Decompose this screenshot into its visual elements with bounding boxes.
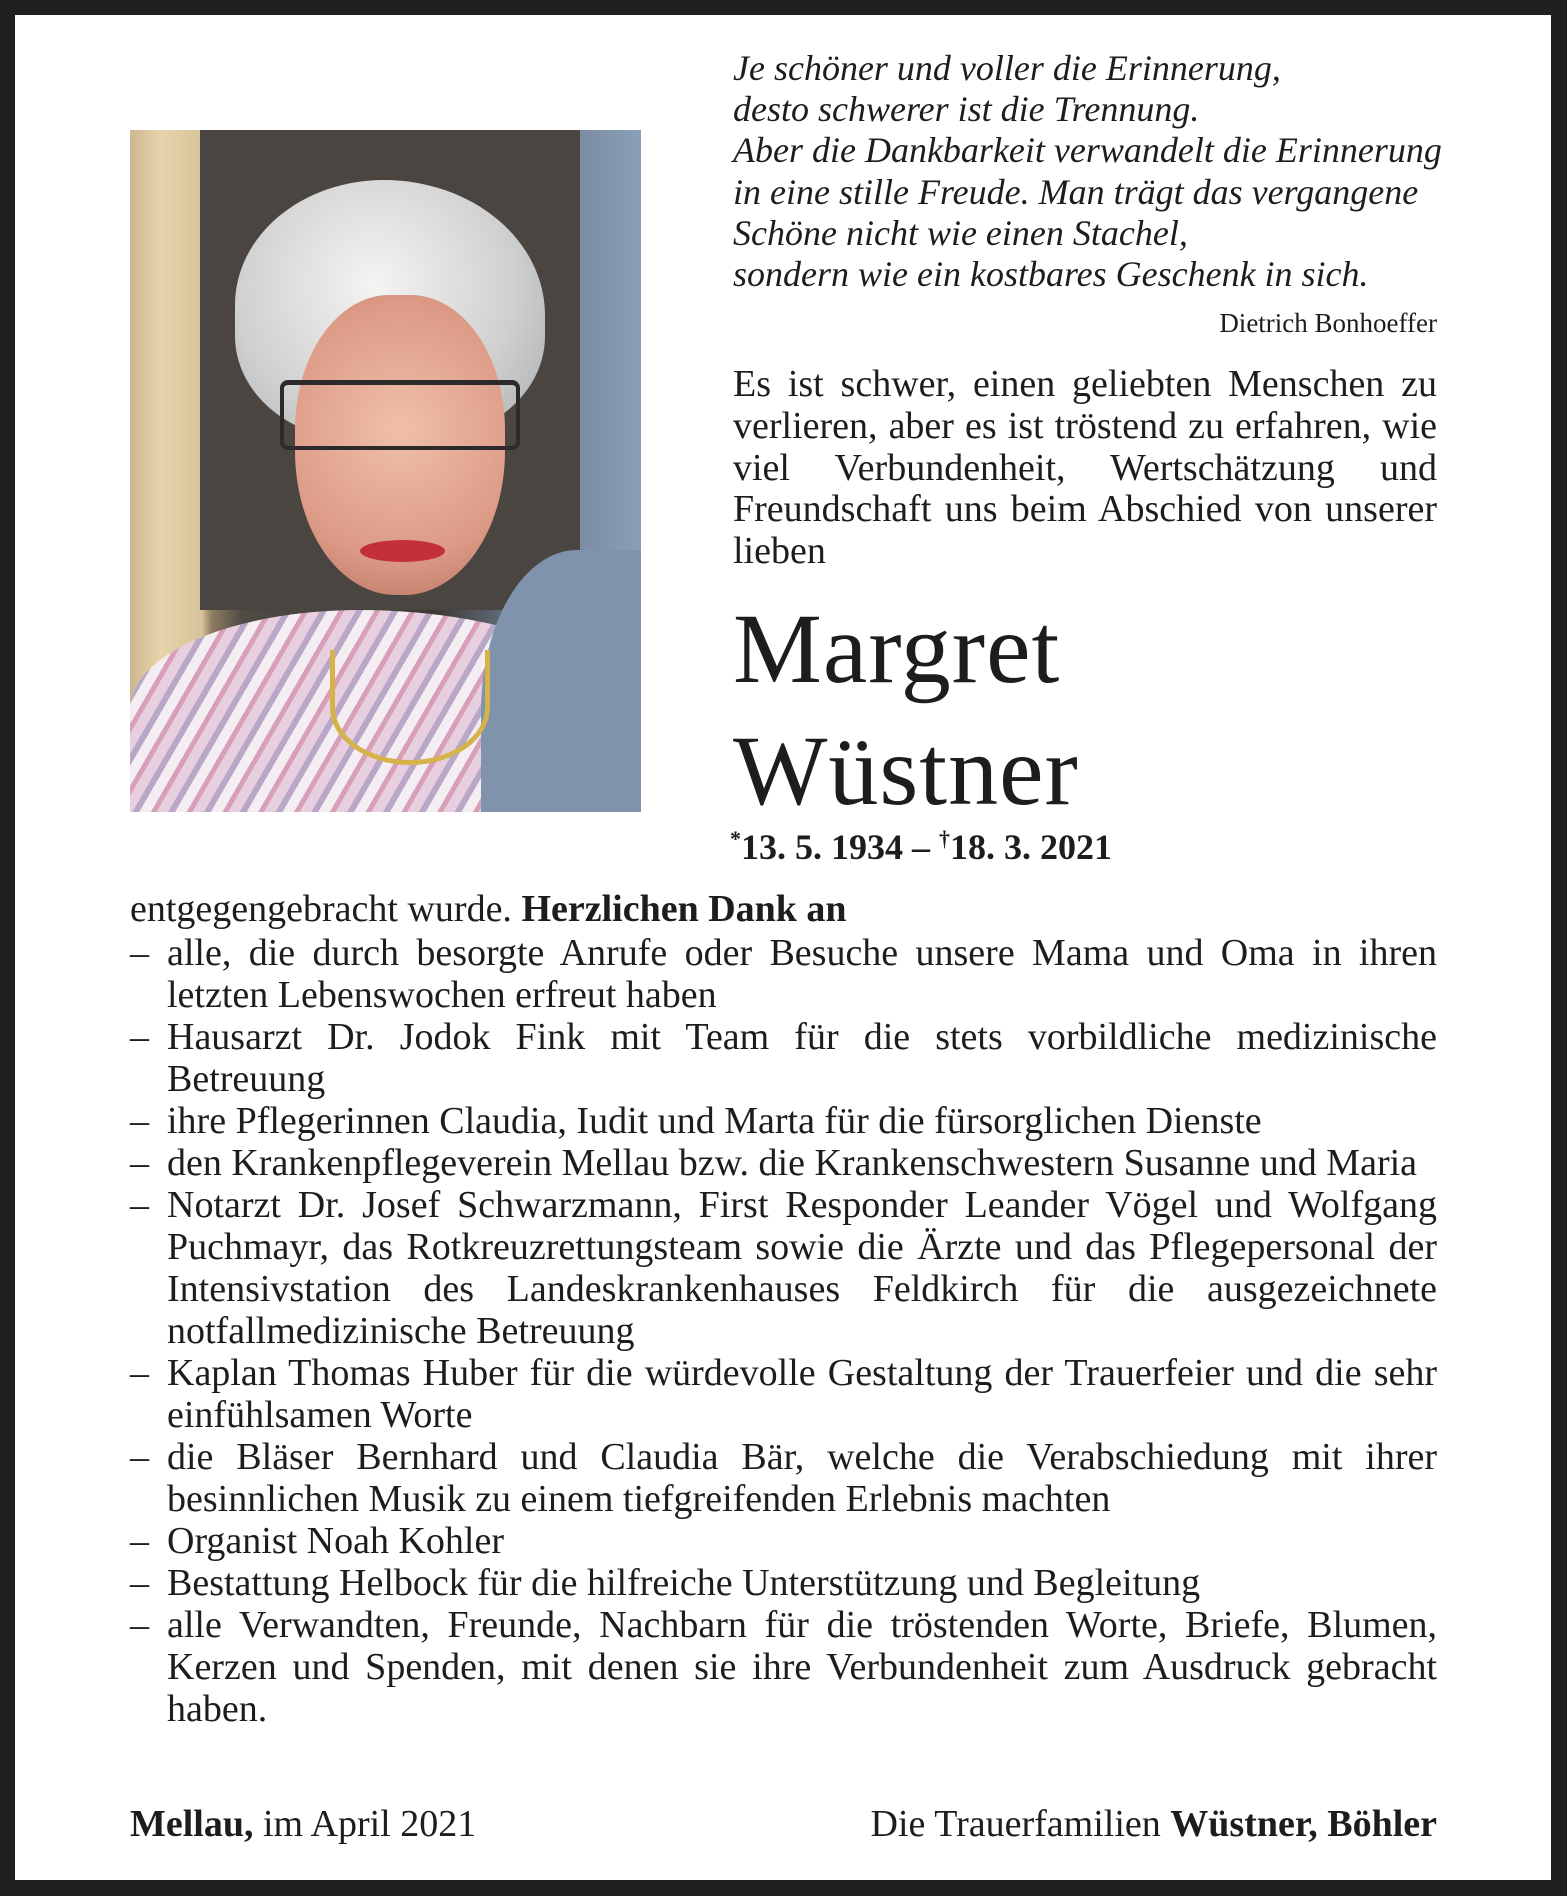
list-item-text: Notarzt Dr. Josef Schwarzmann, First Responder Leander Vögel und Wolfgang Puchmayr, das Rotkreuzrettungsteam sowie die Ärzte und das Pflegepersonal der Intensivstation des Landeskrankenhauses Feldkirch für die ausgezeichnete notfallmedizinische Betreuung: [167, 1184, 1437, 1352]
list-item: [130, 1604, 1437, 1730]
intro-paragraph: Es ist schwer, einen geliebten Menschen zu verlieren, aber es ist tröstend zu erfahren, wie viel Verbundenheit, Wertschätzung und Freundschaft uns beim Abschied von unserer lieben: [733, 363, 1437, 573]
thanks-list: [130, 932, 1437, 1730]
portrait-photo: [130, 130, 641, 812]
list-item-text: alle, die durch besorgte Anrufe oder Besuche unsere Mama und Oma in ihren letzten Lebenswochen erfreut haben: [167, 932, 1437, 1016]
dash: –: [130, 1184, 149, 1226]
footer: [130, 1802, 1437, 1846]
place: Mellau,: [130, 1803, 254, 1845]
dash: –: [130, 932, 149, 974]
quote: [733, 48, 1442, 295]
quote-line: sondern wie ein kostbares Geschenk in sich.: [733, 254, 1369, 295]
dash: –: [130, 1016, 149, 1058]
quote-line: Je schöner und voller die Erinnerung,: [733, 48, 1281, 88]
place-date: [130, 1802, 476, 1846]
dash: –: [130, 1142, 149, 1184]
quote-line: Aber die Dankbarkeit verwandelt die Erinnerung: [733, 130, 1442, 171]
list-item-text: Organist Noah Kohler: [167, 1520, 505, 1562]
dash: –: [130, 1436, 149, 1478]
list-item: [130, 1184, 1437, 1352]
dash: –: [130, 1100, 149, 1142]
quote-line: in eine stille Freude. Man trägt das vergangene: [733, 171, 1419, 212]
list-item: [130, 1100, 1437, 1142]
list-item-text: Bestattung Helbock für die hilfreiche Unterstützung und Begleitung: [167, 1562, 1201, 1604]
list-item: [130, 1016, 1437, 1100]
lead-bold: Herzlichen Dank an: [521, 888, 847, 930]
quote-author: Dietrich Bonhoeffer: [1219, 308, 1437, 338]
dash: –: [130, 1604, 149, 1646]
first-name: Margret: [733, 593, 1061, 704]
list-item: [130, 1562, 1437, 1604]
dash: –: [130, 1352, 149, 1394]
date: im April 2021: [262, 1803, 477, 1845]
birth-symbol: *: [730, 826, 741, 851]
list-item-text: die Bläser Bernhard und Claudia Bär, welche die Verabschiedung mit ihrer besinnlichen Musik zu einem tiefgreifenden Erlebnis machten: [167, 1436, 1437, 1520]
deceased-name: [733, 588, 1079, 832]
list-item-text: den Krankenpflegeverein Mellau bzw. die Krankenschwestern Susanne und Maria: [167, 1142, 1418, 1184]
birth-date: 13. 5. 1934: [741, 827, 903, 867]
death-date: 18. 3. 2021: [950, 827, 1112, 867]
family-prefix: Die Trauerfamilien: [870, 1803, 1161, 1845]
last-name: Wüstner: [733, 715, 1079, 826]
dash: –: [130, 1520, 149, 1562]
list-item: [130, 1520, 1437, 1562]
quote-line: desto schwerer ist die Trennung.: [733, 89, 1200, 130]
date-separator: –: [903, 827, 939, 867]
death-symbol: †: [939, 826, 950, 851]
quote-line: Schöne nicht wie einen Stachel,: [733, 212, 1188, 253]
list-item: [130, 1352, 1437, 1436]
list-item: [130, 1142, 1437, 1184]
thanks-lead: [130, 888, 1437, 930]
thanks-section: [130, 888, 1437, 1730]
list-item: [130, 1436, 1437, 1520]
list-item-text: Kaplan Thomas Huber für die würdevolle Gestaltung der Trauerfeier und die sehr einfühlsamen Worte: [167, 1352, 1437, 1436]
list-item-text: ihre Pflegerinnen Claudia, Iudit und Marta für die fürsorglichen Dienste: [167, 1100, 1262, 1142]
list-item: [130, 932, 1437, 1016]
list-item-text: Hausarzt Dr. Jodok Fink mit Team für die stets vorbildliche medizinische Betreuung: [167, 1016, 1437, 1100]
dash: –: [130, 1562, 149, 1604]
list-item-text: alle Verwandten, Freunde, Nachbarn für die tröstenden Worte, Briefe, Blumen, Kerzen und Spenden, mit denen sie ihre Verbundenheit zum Ausdruck gebracht haben.: [167, 1604, 1437, 1730]
lead-text: entgegengebracht wurde.: [130, 888, 512, 930]
family-names: Wüstner, Böhler: [1170, 1803, 1437, 1845]
life-dates: [730, 826, 1112, 868]
family-signature: [871, 1802, 1437, 1846]
